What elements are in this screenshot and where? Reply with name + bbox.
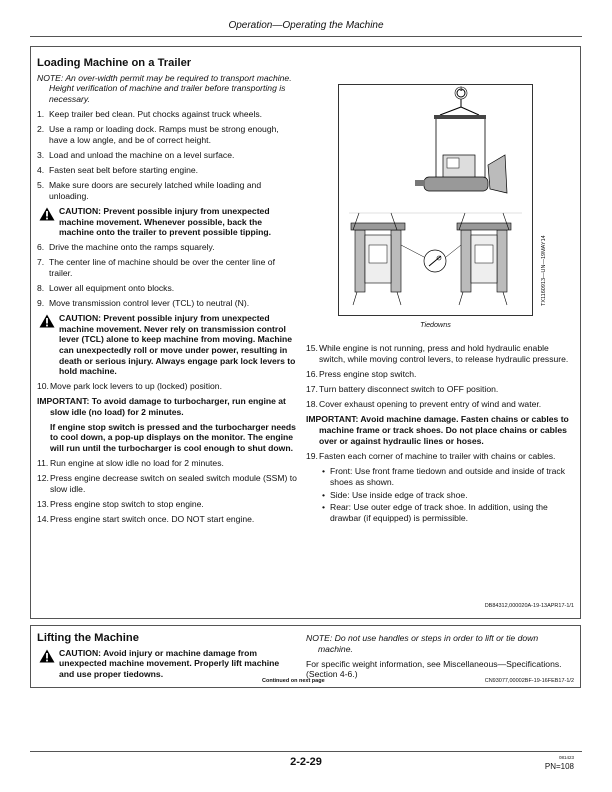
section1-reference: DB84312,000020A-19-13APR17-1/1 xyxy=(484,603,574,609)
caution-tcl xyxy=(37,313,299,377)
steps-list-d xyxy=(306,343,574,410)
bullet-text: Front: Use front frame tiedown and outside and inside of track shoes as shown. xyxy=(330,466,566,487)
step-item xyxy=(306,399,574,410)
step-item xyxy=(37,458,299,469)
warning-triangle-icon xyxy=(39,649,55,663)
step-number: 1. xyxy=(37,108,45,119)
step-text: Press engine stop switch to stop engine. xyxy=(50,499,204,510)
step-number: 16. xyxy=(306,368,318,379)
bullet-icon: • xyxy=(322,502,326,513)
steps-list-c xyxy=(37,458,299,525)
section-title: Lifting the Machine xyxy=(37,632,139,644)
left-column xyxy=(37,58,299,529)
warning-triangle-icon xyxy=(39,314,55,328)
step-item xyxy=(37,283,299,294)
step-item xyxy=(37,165,299,176)
step-item xyxy=(37,109,299,120)
caution-text: CAUTION: Prevent possible injury from unexpected machine movement. Whenever possible, back the machine onto the trailer to prevent possible tipping. xyxy=(59,206,272,238)
step-text: Drive the machine onto the ramps squarely. xyxy=(49,241,215,252)
step-number: 18. xyxy=(306,399,318,410)
step-10: 10. Move park lock levers to up (locked) position. xyxy=(37,380,222,391)
bullet-item xyxy=(306,466,574,487)
step-item xyxy=(37,257,299,278)
lifting-right-column xyxy=(306,633,574,685)
steps-list-b xyxy=(37,242,299,309)
step-text: Turn battery disconnect switch to OFF position. xyxy=(319,383,499,394)
step-text: Cover exhaust opening to prevent entry of wind and water. xyxy=(319,399,542,410)
step-item xyxy=(306,384,574,395)
transport-note: NOTE: An over-width permit may be required to transport machine. Height verification of machine and trailer before transporting is necessary. xyxy=(37,72,292,104)
section2-reference: CN93077,00002BF-19-16FEB17-1/2 xyxy=(484,678,574,684)
step-number: 5. xyxy=(37,180,45,191)
lifting-note: NOTE: Do not use handles or steps in order to lift or tie down machine. xyxy=(306,633,539,654)
important-chains: IMPORTANT: Avoid machine damage. Fasten chains or cables to machine frame or track shoes. Do not place chains or cables over or against hydraulic lines or hoses. xyxy=(306,414,569,446)
steps-list-a xyxy=(37,109,299,202)
step-item xyxy=(37,242,299,253)
step-item xyxy=(37,124,299,145)
important-turbocharger-detail: If engine stop switch is pressed and the turbocharger needs to cool down, a pop-up displays on the monitor. The engine will run until the turbocharger is cool enough to shut down. xyxy=(50,421,296,453)
footer-rule xyxy=(30,751,582,752)
bullet-icon: • xyxy=(322,489,326,500)
tiedowns-illustration xyxy=(339,85,532,315)
page-header: Operation—Operating the Machine xyxy=(228,20,384,31)
step-text: Press engine stop switch. xyxy=(319,368,417,379)
figure-caption: Tiedowns xyxy=(420,320,451,329)
right-column xyxy=(306,343,574,525)
bullet-item xyxy=(306,490,574,501)
step-number: 13. xyxy=(37,499,49,510)
caution-backing xyxy=(37,206,299,238)
caution-text: CAUTION: Avoid injury or machine damage from unexpected machine movement. Properly lift machine and use proper tiedowns. xyxy=(59,647,280,679)
continued-label: Continued on next page xyxy=(262,678,325,684)
lifting-left-column xyxy=(37,633,295,679)
step-text: The center line of machine should be over the center line of trailer. xyxy=(49,257,275,278)
step-19: 19. Fasten each corner of machine to trailer with chains or cables. xyxy=(306,450,556,461)
step-item xyxy=(37,150,299,161)
step-item xyxy=(37,473,299,494)
step-text: While engine is not running, press and hold hydraulic enable switch, while moving control levers, to release hydraulic pressure. xyxy=(319,343,569,364)
step-text: Press engine decrease switch on sealed switch module (SSM) to slow idle. xyxy=(50,473,297,494)
step-text: Move transmission control lever (TCL) to neutral (N). xyxy=(49,298,250,309)
step-text: Make sure doors are securely latched while loading and unloading. xyxy=(49,180,262,201)
caution-text: CAUTION: Prevent possible injury from unexpected machine movement. Never rely on transmission control lever (TCL) alone to keep machine from moving. Machine can unexpectedly roll or move under power, resulting in death or serious injury. Always engage park lock levers to hold machine. xyxy=(59,313,296,377)
tiedown-bullets xyxy=(306,466,574,523)
step-number: 2. xyxy=(37,124,45,135)
footer-pn: PN=108 xyxy=(544,762,574,771)
page-number: 2-2-29 xyxy=(290,756,322,768)
weight-reference-text: For specific weight information, see Miscellaneous—Specifications. (Section 4-6.) xyxy=(306,658,562,680)
section-title: Loading Machine on a Trailer xyxy=(37,57,192,69)
step-text: Lower all equipment onto blocks. xyxy=(49,282,175,293)
step-number: 3. xyxy=(37,149,45,160)
caution-lifting xyxy=(37,648,295,680)
step-number: 17. xyxy=(306,383,318,394)
step-number: 9. xyxy=(37,298,45,309)
bullet-text: Side: Use inside edge of track shoe. xyxy=(330,489,468,500)
step-item xyxy=(37,180,299,201)
tiedowns-figure xyxy=(338,84,533,316)
step-number: 12. xyxy=(37,473,49,484)
step-text: Use a ramp or loading dock. Ramps must be strong enough, have a low angle, and be of correct height. xyxy=(49,124,279,145)
step-text: Press engine start switch once. DO NOT start engine. xyxy=(50,514,255,525)
warning-triangle-icon xyxy=(39,207,55,221)
step-item xyxy=(306,369,574,380)
header-rule xyxy=(30,36,582,37)
step-text: Load and unload the machine on a level surface. xyxy=(49,149,235,160)
figure-callout: 1 xyxy=(459,87,463,93)
step-number: 15. xyxy=(306,343,318,353)
footer-code: 081423 xyxy=(558,755,574,760)
step-number: 14. xyxy=(37,514,49,525)
bullet-icon: • xyxy=(322,466,326,477)
step-number: 11. xyxy=(37,458,49,469)
step-item xyxy=(37,298,299,309)
step-number: 7. xyxy=(37,257,45,268)
important-turbocharger: IMPORTANT: To avoid damage to turbocharger, run engine at slow idle (no load) for 2 minutes. xyxy=(37,395,286,417)
step-number: 4. xyxy=(37,165,45,176)
step-item xyxy=(306,343,574,364)
step-number: 6. xyxy=(37,241,45,252)
step-item xyxy=(37,499,299,510)
step-text: Fasten seat belt before starting engine. xyxy=(49,165,199,176)
bullet-text: Rear: Use outer edge of track shoe. In addition, using the drawbar (if equipped) is permissible. xyxy=(330,502,548,523)
bullet-item xyxy=(306,502,574,523)
step-text: Run engine at slow idle no load for 2 minutes. xyxy=(50,458,224,469)
step-number: 8. xyxy=(37,282,45,293)
step-item xyxy=(37,514,299,525)
step-text: Keep trailer bed clean. Put chocks against truck wheels. xyxy=(49,108,263,119)
